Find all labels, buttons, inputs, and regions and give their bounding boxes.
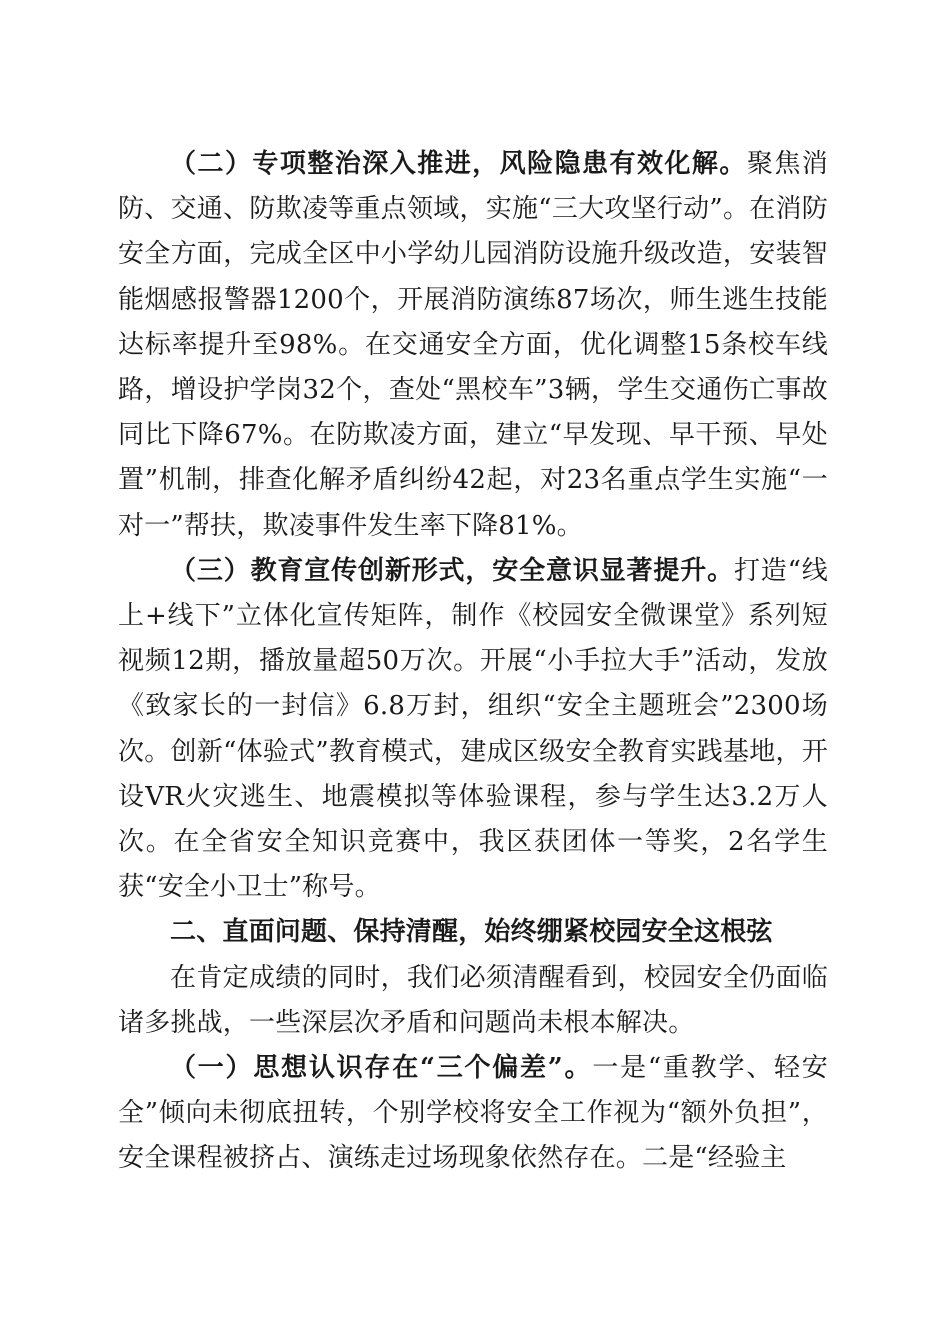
paragraph-lead: （三）教育宣传创新形式，安全意识显著提升。 [170, 555, 734, 586]
paragraph-body: 聚焦消防、交通、防欺凌等重点领域，实施“三大攻坚行动”。在消防安全方面，完成全区中小学幼儿园消防设施升级改造，安装智能烟感报警器1200个，开展消防演练87场次，师生逃生技能达标率提升至98%。在交通安全方面，优化调整15条校车线路，增设护学岗32个，查处“黑校车”3辆，学生交通伤亡事故同比下降67%。在防欺凌方面，建立“早发现、早干预、早处置”机制，排查化解矛盾纠纷42起，对23名重点学生实施“一对一”帮扶，欺凌事件发生率下降81%。 [118, 149, 828, 541]
paragraph-education-publicity [118, 549, 828, 911]
paragraph-lead: （二）专项整治深入推进，风险隐患有效化解。 [170, 149, 747, 179]
section-heading: 二、直面问题、保持清醒，始终绷紧校园安全这根弦 [170, 917, 773, 948]
paragraph-lead: （一）思想认识存在“三个偏差”。 [170, 1053, 593, 1084]
paragraph-intro: 在肯定成绩的同时，我们必须清醒看到，校园安全仍面临诸多挑战，一些深层次矛盾和问题尚未根本解决。 [118, 962, 828, 1038]
paragraph-body: 打造“线上+线下”立体化宣传矩阵，制作《校园安全微课堂》系列短视频12期，播放量超50万次。开展“小手拉大手”活动，发放《致家长的一封信》6.8万封，组织“安全主题班会”2300场次。创新“体验式”教育模式，建成区级安全教育实践基地，开设VR火灾逃生、地震模拟等体验课程，参与学生达3.2万人次。在全省安全知识竞赛中，我区获团体一等奖，2名学生获“安全小卫士”称号。 [118, 555, 829, 903]
paragraph-point-one [118, 1046, 828, 1182]
paragraph-special-rectification [118, 142, 828, 549]
paragraph-body: 一是“重教学、轻安全”倾向未彻底扭转，个别学校将安全工作视为“额外负担”，安全课程被挤占、演练走过场现象依然存在。二是“经验主 [118, 1053, 828, 1174]
document-page [118, 142, 828, 1182]
